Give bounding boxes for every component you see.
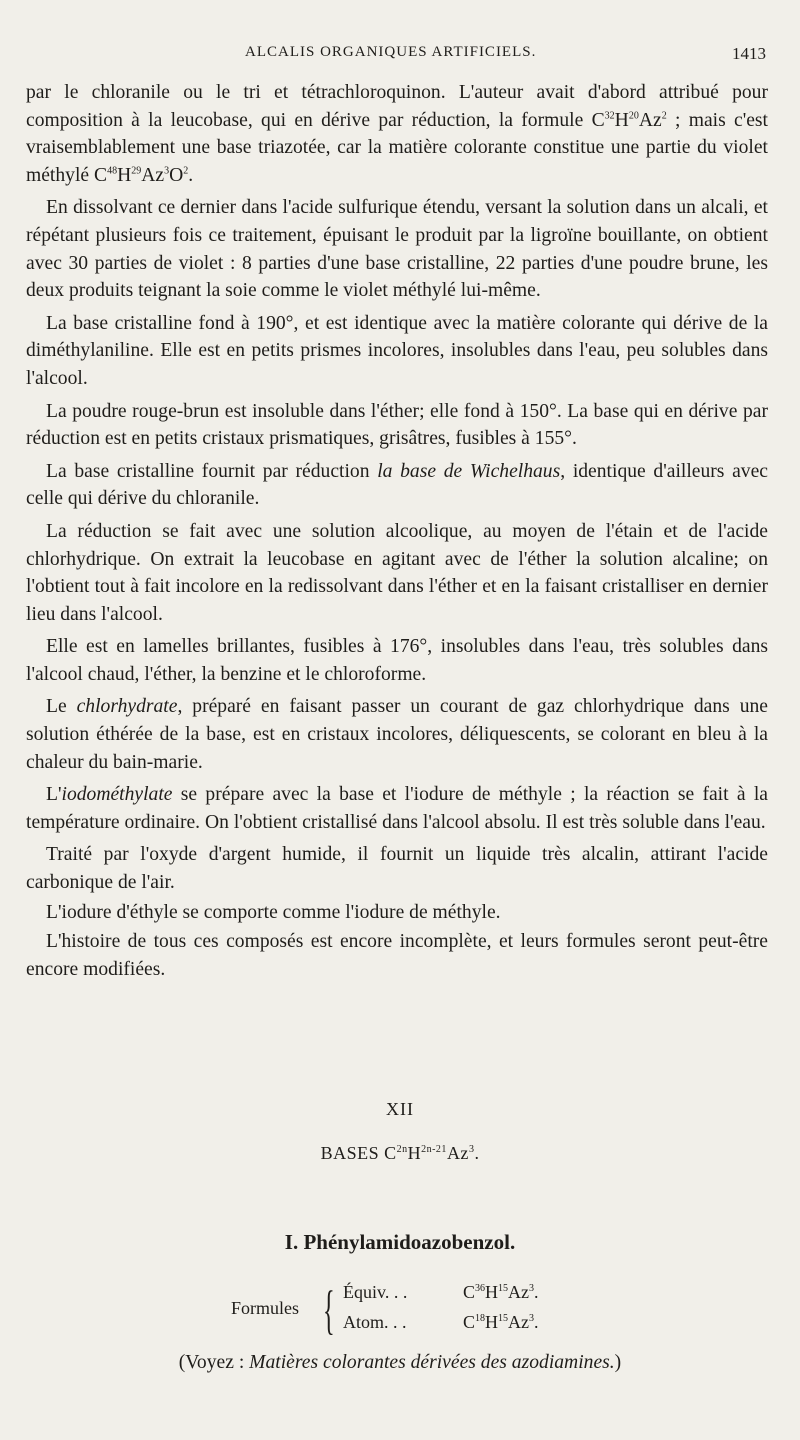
f2-d: .: [534, 1312, 539, 1332]
p5-text-a: La base cristalline fournit par réduction: [46, 460, 378, 482]
section-title-c: Az: [446, 1143, 469, 1163]
p1-text-h: .: [188, 164, 194, 186]
section-number: XII: [386, 1099, 414, 1119]
paragraph-7: Elle est en lamelles brillantes, fusibles à 176°, insolubles dans l'eau, très solubles dans l'alcool chaud, l'éther, la benzine et le chloroforme.: [26, 636, 768, 685]
paragraph-8: [26, 693, 768, 776]
f1-sup-1: 36: [475, 1283, 486, 1294]
formules-block: [231, 1282, 611, 1342]
paragraph-3: La base cristalline fond à 190°, et est identique avec la matière colorante qui dérive de la diméthylaniline. Elle est en petits prismes incolores, insolubles dans l'eau, peu solubles dans l'alcool.: [26, 312, 768, 389]
compound-title: I. Phénylamidoazobenzol.: [284, 1230, 516, 1254]
paragraph-11: L'iodure d'éthyle se comporte comme l'iodure de méthyle.: [46, 901, 501, 923]
f1-sup-2: 15: [498, 1283, 509, 1294]
formula-row-equiv: [343, 1282, 539, 1303]
f2-sup-2: 15: [498, 1313, 509, 1324]
f2-b: H: [485, 1312, 499, 1332]
formula-row-atom: [343, 1312, 539, 1333]
brace-icon: {: [323, 1280, 335, 1340]
f2-a: C: [463, 1312, 476, 1332]
f2-c: Az: [508, 1312, 530, 1332]
p8-text-b: , préparé en faisant passer un courant de gaz chlorhydrique dans une solution éthérée de la base, est en cristaux incolores, déliquescents, se colorant en bleu à la chaleur du bain-marie.: [26, 696, 768, 773]
p1-text-a: par le chloranile ou le tri et tétrachloroquinon. L'auteur avait d'abord attribué pour composition à la leucobase, qui en dérive par réduction, la formule C: [26, 82, 768, 131]
p8-text-a: Le: [46, 696, 77, 718]
p1-text-b: H: [614, 109, 629, 131]
paragraph-9: [26, 781, 768, 836]
section-title-sup-3: 3: [468, 1144, 475, 1155]
body-text: [26, 79, 768, 988]
f2-sup-1: 18: [475, 1313, 486, 1324]
p9-text-b: se prépare avec la base et l'iodure de méthyle ; la réaction se fait à la température ordinaire. On l'obtient cristallisé dans l'alcool absolu. Il est très soluble dans l'eau.: [26, 784, 768, 833]
p1-sup-7: 2: [183, 165, 189, 177]
paragraph-12: L'histoire de tous ces composés est encore incomplète, et leurs formules seront peut-être encore modifiées.: [26, 931, 768, 980]
page-number: 1413: [732, 44, 766, 63]
voyez-b: ): [614, 1352, 622, 1373]
formula-kind-equiv: Équiv. . .: [343, 1282, 408, 1302]
section-title-sup-1: 2n: [396, 1144, 408, 1155]
p1-sup-3: 2: [661, 110, 667, 122]
f2-sup-3: 3: [529, 1313, 535, 1324]
voyez-italic: Matières colorantes dérivées des azodiamines.: [249, 1352, 615, 1373]
f1-c: Az: [508, 1282, 530, 1302]
paragraph-10: Traité par l'oxyde d'argent humide, il fournit un liquide très alcalin, attirant l'acide carbonique de l'air.: [26, 844, 768, 894]
paragraph-6: La réduction se fait avec une solution alcoolique, au moyen de l'étain et de l'acide chlorhydrique. On extrait la leucobase en agitant avec de l'éther la solution alcaline; on l'obtient tout à fait incolore en la redissolvant dans l'éther et en la faisant cristalliser en dernier lieu dans l'alcool.: [26, 520, 768, 625]
paragraph-5: [26, 458, 768, 513]
formula-kind-atom: Atom. . .: [343, 1312, 407, 1332]
section-title-d: .: [474, 1143, 480, 1163]
p1-sup-5: 29: [131, 165, 142, 177]
paragraph-4: La poudre rouge-brun est insoluble dans l'éther; elle fond à 150°. La base qui en dérive par réduction est en petits cristaux prismatiques, grisâtres, fusibles à 155°.: [26, 400, 768, 450]
f1-sup-3: 3: [529, 1283, 535, 1294]
p5-text-b: , identique d'ailleurs avec celle qui dérive du chloranile.: [26, 460, 768, 510]
section-title-sup-2: 2n-21: [421, 1144, 447, 1155]
paragraph-2: En dissolvant ce dernier dans l'acide sulfurique étendu, versant la solution dans un alcali, et répétant plusieurs fois ce traitement, épuisant le produit par la ligroïne bouillante, on obtient avec 30 parties de violet : 8 parties d'une base cristalline, 22 parties d'une poudre brune, les deux produits teignant la soie comme le violet méthylé lui-même.: [26, 197, 768, 302]
f1-d: .: [534, 1282, 539, 1302]
section-title: [0, 1143, 800, 1164]
section-title-a: BASES C: [320, 1143, 397, 1163]
cross-reference: [0, 1352, 800, 1374]
voyez-a: (Voyez :: [178, 1352, 250, 1373]
p1-text-d: ; mais c'est vraisemblablement une base triazotée, car la matière colorante constitue une partie du violet méthylé C: [26, 109, 768, 186]
section-title-b: H: [407, 1143, 422, 1163]
paragraph-1: [26, 79, 768, 189]
p1-text-f: Az: [141, 164, 165, 186]
f1-a: C: [463, 1282, 476, 1302]
p1-sup-1: 32: [604, 110, 615, 122]
p1-sup-4: 48: [107, 165, 118, 177]
p1-text-c: Az: [638, 109, 662, 131]
p1-sup-6: 3: [164, 165, 170, 177]
formules-label: Formules: [231, 1298, 300, 1318]
p8-italic: chlorhydrate: [76, 696, 178, 718]
p1-text-g: O: [169, 164, 184, 186]
p9-italic: iodométhylate: [61, 784, 173, 806]
p5-italic: la base de Wichelhaus: [377, 460, 561, 482]
p1-text-e: H: [117, 164, 132, 186]
p9-text-a: L': [46, 784, 62, 806]
f1-b: H: [485, 1282, 499, 1302]
running-head: ALCALIS ORGANIQUES ARTIFICIELS.: [245, 44, 537, 60]
p1-sup-2: 20: [628, 110, 639, 122]
